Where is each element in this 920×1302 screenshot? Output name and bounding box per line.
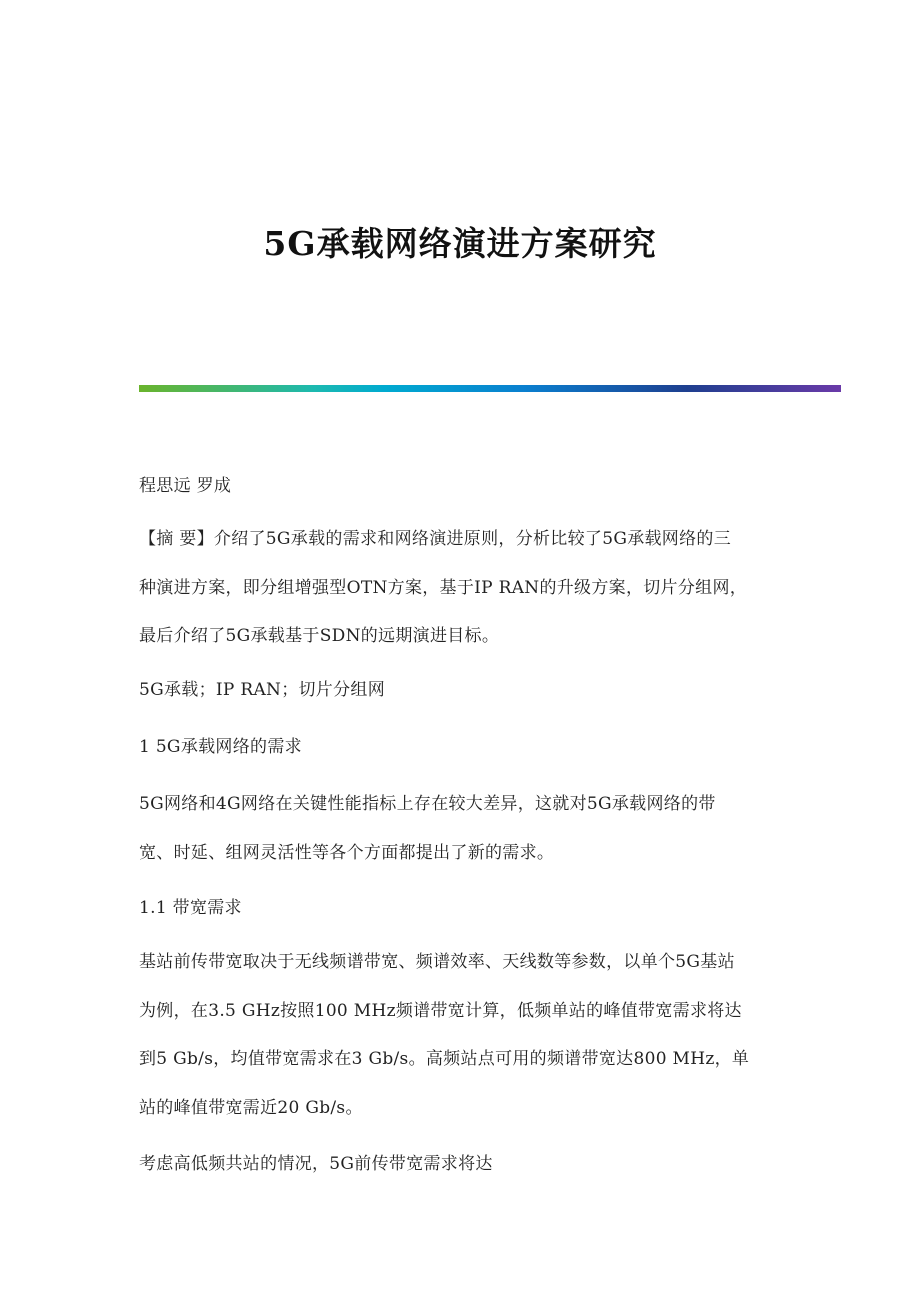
authors-text: 程思远 罗成: [139, 476, 232, 496]
subsection-heading: [139, 884, 839, 933]
paragraph-line: 为例，在3.5 GHz按照100 MHz频谱带宽计算，低频单站的峰值带宽需求将达: [139, 1000, 742, 1021]
paragraph: [139, 938, 839, 1132]
paragraph: [139, 1140, 839, 1189]
keywords: [139, 666, 839, 715]
paragraph-line: 站的峰值带宽需近20 Gb/s。: [139, 1097, 363, 1118]
paragraph-line: 考虑高低频共站的情况，5G前传带宽需求将达: [139, 1154, 493, 1174]
title-divider-gradient: [139, 385, 841, 392]
paragraph-line: 5G网络和4G网络在关键性能指标上存在较大差异，这就对5G承载网络的带: [139, 794, 716, 814]
section-heading: [139, 723, 839, 772]
abstract-line: 【摘 要】介绍了5G承载的需求和网络演进原则，分析比较了5G承载网络的三: [139, 529, 731, 549]
paragraph-line: 宽、时延、组网灵活性等各个方面都提出了新的需求。: [139, 842, 555, 863]
document-title: 5G承载网络演进方案研究: [263, 224, 657, 263]
paragraph-line: 到5 Gb/s，均值带宽需求在3 Gb/s。高频站点可用的频谱带宽达800 MHz，单: [139, 1049, 750, 1069]
abstract-line: 最后介绍了5G承载基于SDN的远期演进目标。: [139, 626, 500, 646]
authors: [139, 462, 839, 511]
keywords-text: 5G承载；IP RAN；切片分组网: [139, 680, 386, 700]
abstract: [139, 515, 839, 661]
paragraph-line: 基站前传带宽取决于无线频谱带宽、频谱效率、天线数等参数，以单个5G基站: [139, 952, 735, 972]
subsection-heading-text: 1.1 带宽需求: [139, 898, 242, 918]
paragraph: [139, 780, 839, 877]
section-heading-text: 1 5G承载网络的需求: [139, 737, 302, 757]
abstract-line: 种演进方案，即分组增强型OTN方案，基于IP RAN的升级方案，切片分组网，: [139, 577, 748, 598]
